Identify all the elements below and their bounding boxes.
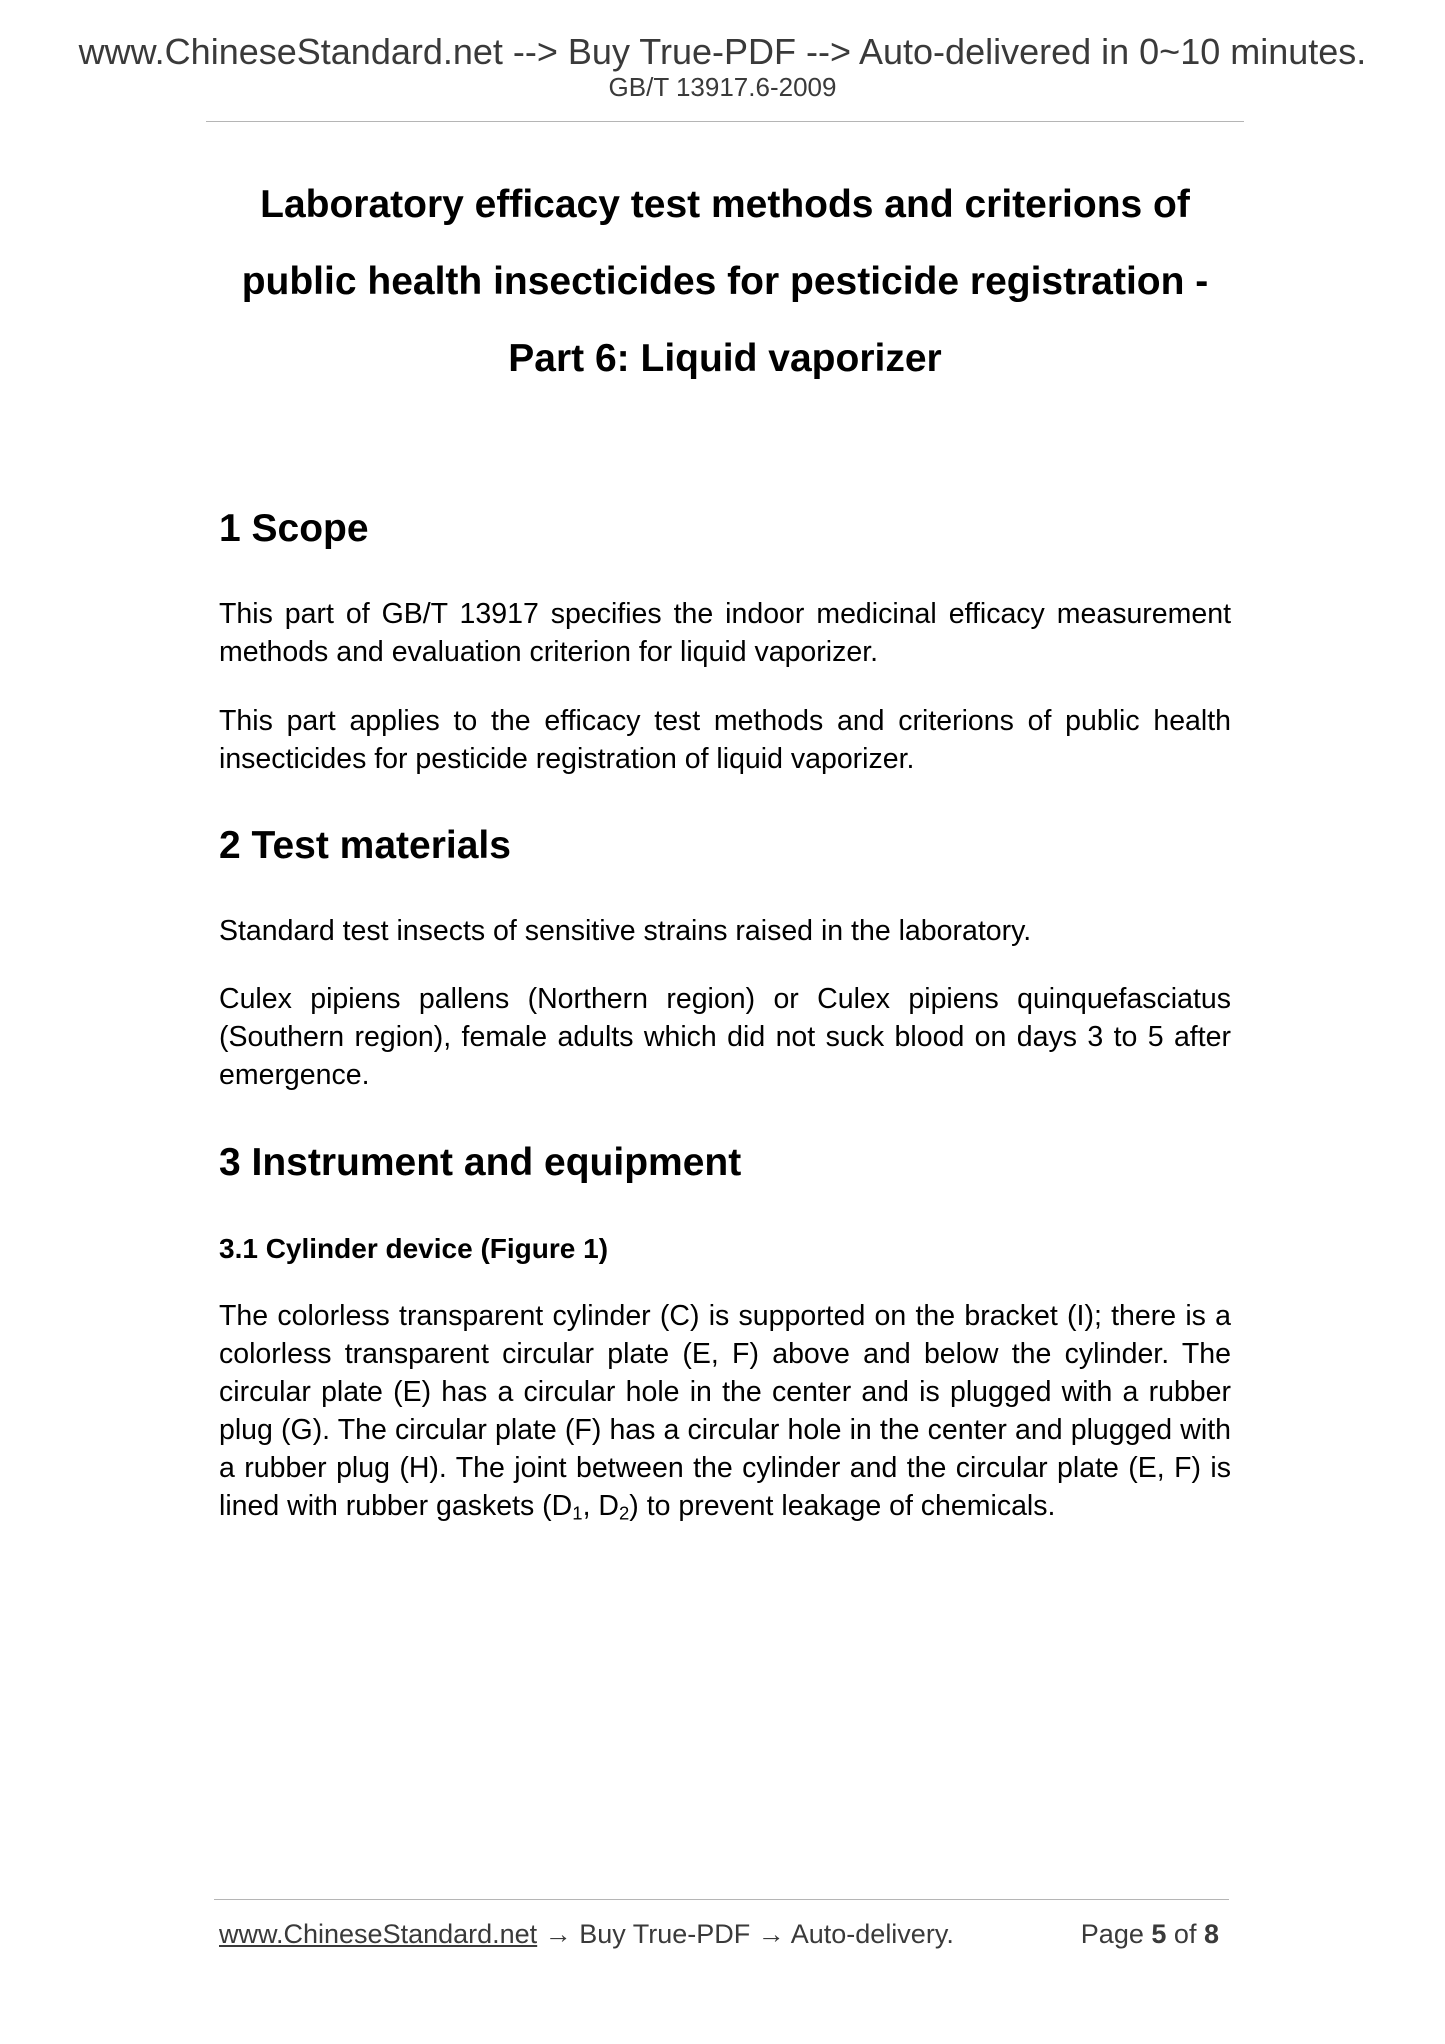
page-indicator (1081, 1918, 1219, 1950)
footer-tagline: → Buy True-PDF → Auto-delivery. (537, 1919, 954, 1949)
document-title (206, 166, 1244, 397)
instrument-paragraph-1-wrap (219, 1297, 1231, 1525)
materials-paragraph-2: Culex pipiens pallens (Northern region) or Culex pipiens quinquefasciatus (Southern region), female adults which did not suck blood on days 3 to 5 after emergence. (219, 983, 1231, 1091)
materials-paragraph-2-wrap (219, 980, 1231, 1094)
document-code: GB/T 13917.6-2009 (608, 72, 837, 102)
materials-paragraph-1: Standard test insects of sensitive strains raised in the laboratory. (219, 915, 1032, 947)
footer-site-link[interactable]: www.ChineseStandard.net (219, 1919, 538, 1949)
section-materials-heading-wrap (219, 823, 1231, 870)
materials-paragraph-1-wrap (219, 912, 1231, 950)
section-heading-test-materials: 2 Test materials (219, 824, 511, 867)
subscript-1: 1 (572, 1502, 583, 1524)
header-divider (206, 121, 1244, 122)
page-of: of (1173, 1919, 1197, 1949)
instrument-paragraph-end: ) to prevent leakage of chemicals. (629, 1490, 1056, 1522)
scope-paragraph-2: This part applies to the efficacy test methods and criterions of public health insecticides for pesticide registration of liquid vaporizer. (219, 705, 1231, 775)
scope-paragraph-2-wrap (219, 702, 1231, 778)
section-heading-scope: 1 Scope (219, 507, 369, 550)
top-banner: www.ChineseStandard.net --> Buy True-PDF --> Auto-delivered in 0~10 minutes. (78, 31, 1367, 72)
footer-divider (214, 1899, 1229, 1900)
page-total: 8 (1203, 1919, 1219, 1949)
title-line-3: Part 6: Liquid vaporizer (508, 337, 942, 380)
subscript-2: 2 (618, 1502, 630, 1524)
section-instrument-heading-wrap (219, 1140, 1231, 1187)
page-footer (219, 1918, 1229, 1950)
instrument-paragraph-text: The colorless transparent cylinder (C) is supported on the bracket (I); there is a colorless transparent circular plate (E, F) above and below the cylinder. The circular plate (E) has a circular hole in the center and is plugged with a rubber plug (G). The circular plate (F) has a circular hole in the center and plugged with a rubber plug (H). The joint between the cylinder and the circular plate (E, F) is lined with rubber gaskets (D (219, 1300, 1231, 1522)
page-current: 5 (1151, 1919, 1167, 1949)
page-label: Page (1080, 1919, 1144, 1949)
subsection-3-1-wrap (219, 1232, 1231, 1266)
scope-paragraph-1-wrap (219, 595, 1231, 671)
title-line-2: public health insecticides for pesticide registration - (241, 260, 1209, 303)
section-scope-heading-wrap (219, 506, 1231, 553)
section-heading-instrument: 3 Instrument and equipment (219, 1141, 742, 1184)
title-line-1: Laboratory efficacy test methods and criterions of (260, 183, 1190, 226)
scope-paragraph-1: This part of GB/T 13917 specifies the indoor medicinal efficacy measurement methods and evaluation criterion for liquid vaporizer. (219, 598, 1231, 668)
instrument-paragraph-1 (219, 1297, 1231, 1525)
subsection-heading-cylinder-device: 3.1 Cylinder device (Figure 1) (219, 1233, 609, 1264)
instrument-paragraph-sep: , D (582, 1490, 619, 1522)
